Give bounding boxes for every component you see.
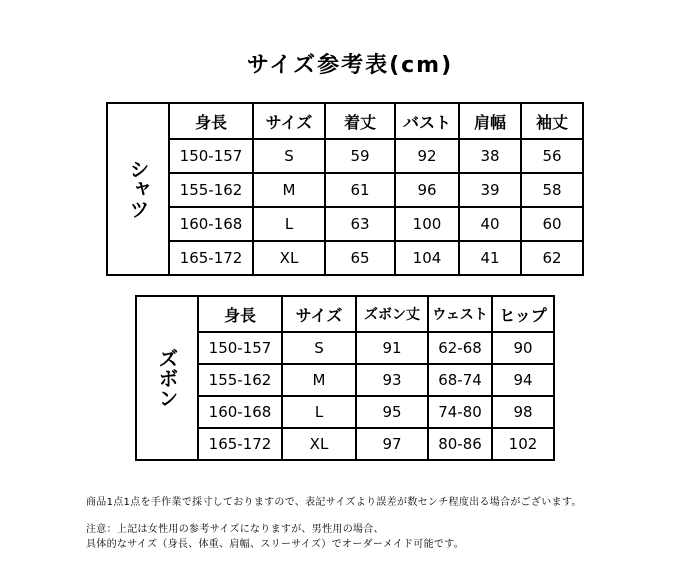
cell: 56: [521, 139, 583, 173]
table-row: [136, 428, 554, 460]
cell: M: [282, 364, 356, 396]
header-waist: ウェスト: [428, 296, 492, 332]
header-pants-length: ズボン丈: [356, 296, 428, 332]
table-row: [136, 364, 554, 396]
cell: 104: [395, 241, 459, 275]
cell: XL: [253, 241, 325, 275]
table-row: [107, 241, 583, 275]
cell: 68-74: [428, 364, 492, 396]
cell: 150-157: [169, 139, 253, 173]
pants-label: ズボン: [136, 296, 198, 460]
table-row: [136, 332, 554, 364]
cell: 80-86: [428, 428, 492, 460]
cell: 61: [325, 173, 395, 207]
cell: 65: [325, 241, 395, 275]
cell: 98: [492, 396, 554, 428]
cell: M: [253, 173, 325, 207]
cell: 93: [356, 364, 428, 396]
shirt-label: シャツ: [107, 103, 169, 275]
cell: 165-172: [198, 428, 282, 460]
header-size: サイズ: [253, 103, 325, 139]
header-shoulder: 肩幅: [459, 103, 521, 139]
pants-size-table: [135, 295, 555, 461]
table-row: [107, 173, 583, 207]
cell: 40: [459, 207, 521, 241]
cell: 41: [459, 241, 521, 275]
cell: S: [282, 332, 356, 364]
cell: 92: [395, 139, 459, 173]
cell: 62: [521, 241, 583, 275]
cell: 165-172: [169, 241, 253, 275]
cell: 150-157: [198, 332, 282, 364]
cell: 91: [356, 332, 428, 364]
cell: 94: [492, 364, 554, 396]
table-row: [107, 139, 583, 173]
shirt-size-table: [106, 102, 584, 276]
header-size: サイズ: [282, 296, 356, 332]
cell: 60: [521, 207, 583, 241]
cell: 63: [325, 207, 395, 241]
header-sleeve: 袖丈: [521, 103, 583, 139]
cell: 95: [356, 396, 428, 428]
table-row: [107, 207, 583, 241]
cell: 58: [521, 173, 583, 207]
cell: 96: [395, 173, 459, 207]
cell: 160-168: [198, 396, 282, 428]
note-caution: 注意：上記は女性用の参考サイズになりますが、男性用の場合、: [86, 524, 384, 535]
table-row: [136, 396, 554, 428]
cell: L: [253, 207, 325, 241]
cell: 102: [492, 428, 554, 460]
header-height: 身長: [169, 103, 253, 139]
note-custom-order: 具体的なサイズ（身長、体重、肩幅、スリーサイズ）でオーダーメイド可能です。: [86, 539, 464, 550]
header-height: 身長: [198, 296, 282, 332]
cell: 62-68: [428, 332, 492, 364]
cell: 160-168: [169, 207, 253, 241]
header-bust: バスト: [395, 103, 459, 139]
cell: L: [282, 396, 356, 428]
cell: 100: [395, 207, 459, 241]
header-hip: ヒップ: [492, 296, 554, 332]
cell: 38: [459, 139, 521, 173]
cell: 155-162: [169, 173, 253, 207]
header-length: 着丈: [325, 103, 395, 139]
cell: 90: [492, 332, 554, 364]
note-measurement: 商品1点1点を手作業で採寸しておりますので、表記サイズより誤差が数センチ程度出る場合がございます。: [86, 497, 582, 508]
page-title: サイズ参考表(cm): [246, 53, 454, 78]
cell: 97: [356, 428, 428, 460]
cell: 39: [459, 173, 521, 207]
cell: 155-162: [198, 364, 282, 396]
cell: S: [253, 139, 325, 173]
cell: XL: [282, 428, 356, 460]
cell: 74-80: [428, 396, 492, 428]
cell: 59: [325, 139, 395, 173]
